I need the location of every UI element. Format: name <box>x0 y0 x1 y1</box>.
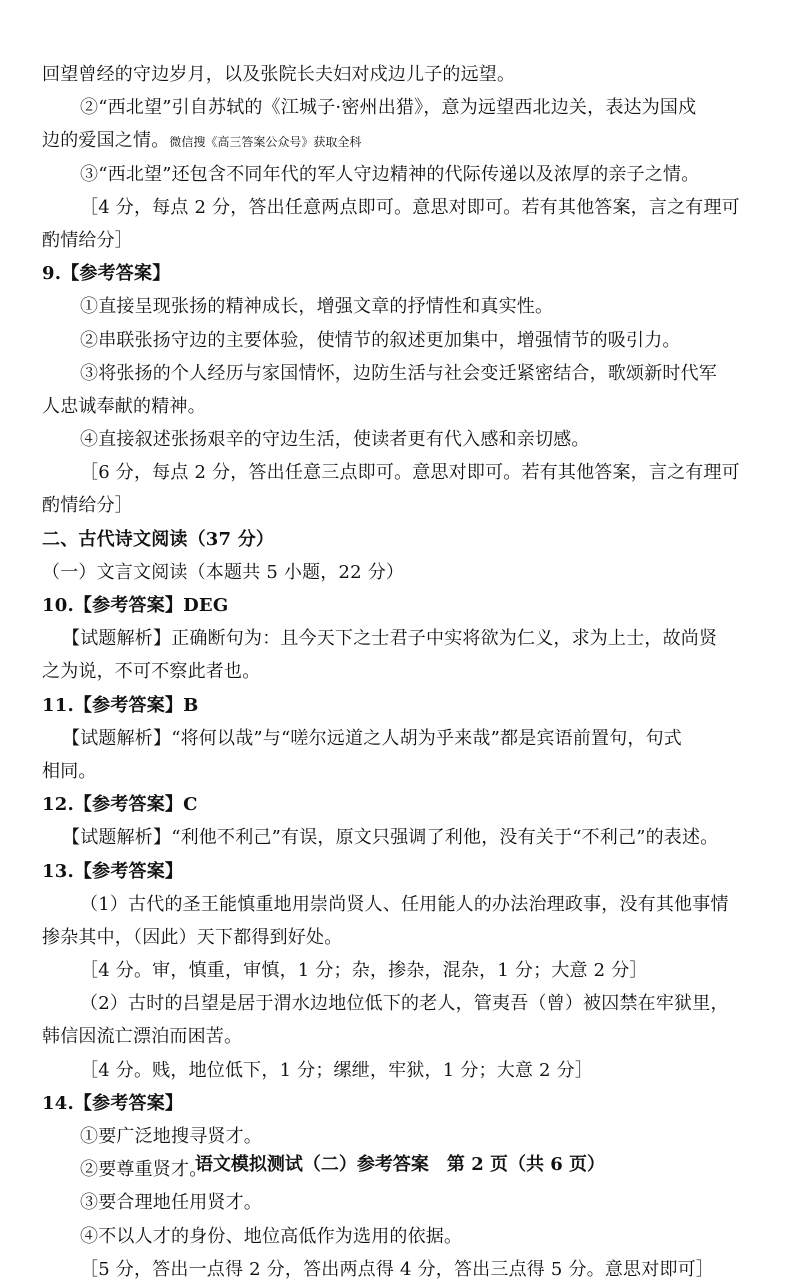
text-line: （1）古代的圣王能慎重地用崇尚贤人、任用能人的办法治理政事，没有其他事情 <box>80 893 729 915</box>
scoring-note: 酌情给分］ <box>42 229 133 251</box>
scoring-note: ［5 分，答出一点得 2 分，答出两点得 4 分，答出三点得 5 分。意思对即可］ <box>80 1258 715 1280</box>
text-line: 韩信因流亡漂泊而困苦。 <box>42 1026 243 1048</box>
text-line: ②串联张扬守边的主要体验，使情节的叙述更加集中，增强情节的吸引力。 <box>80 329 681 351</box>
text-line: 回望曾经的守边岁月，以及张院长夫妇对戍边儿子的远望。 <box>42 64 516 85</box>
answer-content <box>42 0 760 1286</box>
subsection-heading: （一）文言文阅读（本题共 5 小题，22 分） <box>42 561 405 583</box>
text-line-with-note <box>42 124 760 157</box>
scoring-note: ［6 分，每点 2 分，答出任意三点即可。意思对即可。若有其他答案，言之有理可 <box>80 462 740 484</box>
explanation-line: 【试题解析】正确断句为：且今天下之士君子中实将欲为仁义，求为上士，故尚贤 <box>62 628 718 650</box>
text-line: ③“西北望”还包含不同年代的军人守边精神的代际传递以及浓厚的亲子之情。 <box>80 163 700 185</box>
text-line: ②“西北望”引自苏轼的《江城子·密州出猎》，意为远望西北边关，表达为国戍 <box>80 97 697 119</box>
text-line-part: 边的爱国之情。 <box>42 130 170 152</box>
watermark-note: 微信搜《高三答案公众号》获取全科 <box>169 135 362 150</box>
question-heading: 13.【参考答案】 <box>42 860 184 882</box>
text-line: ①要广泛地搜寻贤才。 <box>80 1126 262 1147</box>
text-line: ①直接呈现张扬的精神成长，增强文章的抒情性和真实性。 <box>80 296 554 318</box>
question-heading: 9.【参考答案】 <box>42 263 171 285</box>
question-heading: 11.【参考答案】B <box>42 694 199 716</box>
question-heading: 14.【参考答案】 <box>42 1092 184 1114</box>
text-line: ③要合理地任用贤才。 <box>80 1192 262 1214</box>
scoring-note: ［4 分，每点 2 分，答出任意两点即可。意思对即可。若有其他答案，言之有理可 <box>80 196 740 218</box>
explanation-line: 【试题解析】“利他不利己”有误，原文只强调了利他，没有关于“不利己”的表述。 <box>62 827 719 849</box>
section-heading: 二、古代诗文阅读（37 分） <box>42 528 275 550</box>
explanation-line: 相同。 <box>42 760 97 782</box>
explanation-line: 【试题解析】“将何以哉”与“嗟尔远道之人胡为乎来哉”都是宾语前置句，句式 <box>62 727 683 749</box>
text-line: ③将张扬的个人经历与家国情怀，边防生活与社会变迁紧密结合，歌颂新时代军 <box>80 362 717 384</box>
scoring-note: ［4 分。贱，地位低下，1 分；缧绁，牢狱，1 分；大意 2 分］ <box>80 1059 594 1081</box>
question-heading: 10.【参考答案】DEG <box>42 595 229 616</box>
scoring-note: ［4 分。审，慎重，审慎，1 分；杂，掺杂，混杂，1 分；大意 2 分］ <box>80 960 648 982</box>
text-line: ④不以人才的身份、地位高低作为选用的依据。 <box>80 1225 463 1247</box>
text-line: ④直接叙述张扬艰辛的守边生活，使读者更有代入感和亲切感。 <box>80 429 590 451</box>
explanation-line: 之为说，不可不察此者也。 <box>42 661 261 683</box>
scoring-note: 酌情给分］ <box>42 495 133 517</box>
question-heading: 12.【参考答案】C <box>42 794 198 816</box>
text-line: ②要尊重贤才。 <box>80 1159 208 1181</box>
text-line: （2）古时的吕望是居于渭水边地位低下的老人，管夷吾（曾）被囚禁在牢狱里， <box>80 993 729 1015</box>
text-line: 掺杂其中，（因此）天下都得到好处。 <box>42 926 343 948</box>
page-footer: 语文模拟测试（二）参考答案 第 2 页（共 6 页） <box>194 1154 606 1175</box>
text-line: 人忠诚奉献的精神。 <box>42 395 206 417</box>
